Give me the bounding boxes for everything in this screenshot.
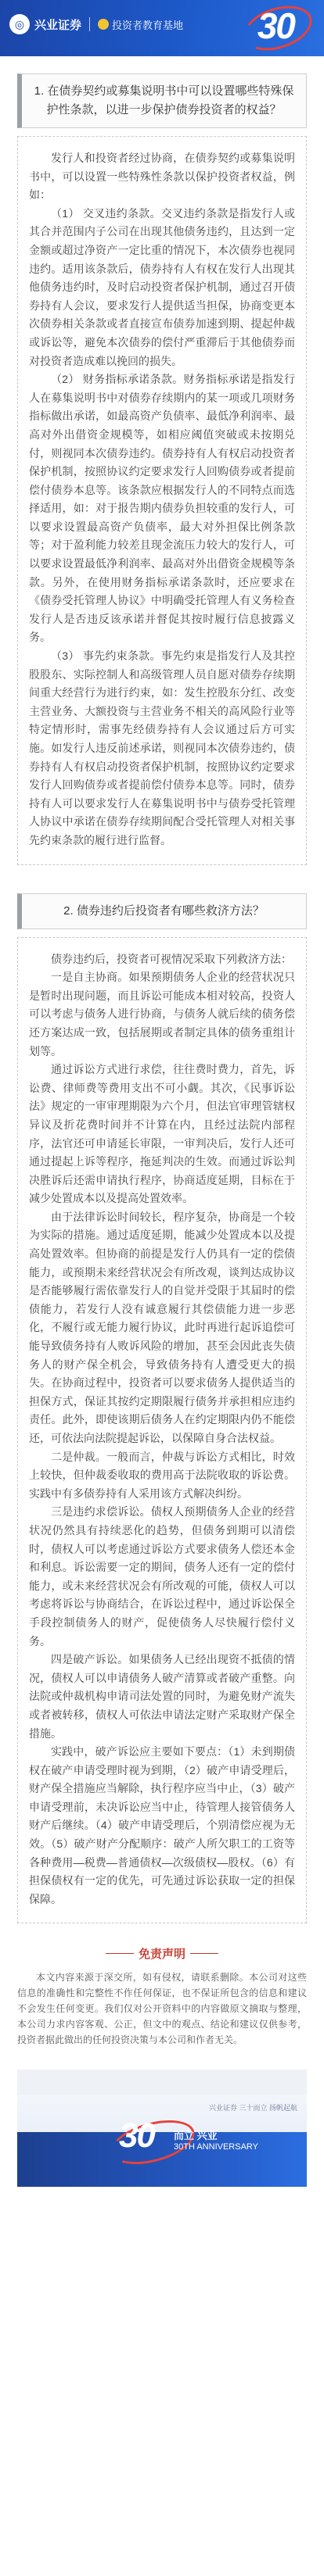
section-2-title: 2. 债券违约后投资者有哪些救济方法？	[17, 893, 307, 929]
disclaimer-heading	[17, 1945, 307, 1962]
anniversary-number: 30	[257, 5, 294, 46]
footer-slogan: 兴业证券 三十而立 扬帆起航	[208, 2104, 297, 2113]
disclaimer-body	[17, 1970, 307, 2048]
brand	[9, 14, 183, 34]
heading-line-left	[106, 1953, 134, 1954]
paragraph: 由于法律诉讼时间较长，程序复杂，协商是一个较为实际的措施。通过适度延期，能减少处置成本以及提高处置效率。但协商的前提是发行人仍具有一定的偿债能力，或预期未来经营状况会有所改观，谈判达成协议是否能够履行需依靠发行人的自觉并受限于其届时的偿债能力，若发行人没有诚意履行其偿债能力进一步恶化，不履行或无能力履行协议，此时再进行起诉追偿可能导致债务持有人败诉风险的增加，甚至会因此丧失债务人的财产保全机会，导致债务持有人遭受更大的损失。在协商过程中，投资者可以要求债务人提供适当的担保方式，保证其按约定期限履行债务并承担相应违约责任。此外，即使该期后债务人在约定期限内仍不能偿还，可依法向法院提起诉讼，以保障自身合法权益。	[29, 1210, 295, 1444]
disclaimer-title: 免责声明	[138, 1948, 185, 1962]
brand-logo-icon: ◎	[9, 14, 30, 34]
section-1-body	[17, 136, 307, 865]
header-banner	[0, 0, 324, 56]
footer	[17, 2070, 307, 2187]
article-content	[0, 56, 324, 2048]
brand-name: 兴业证券	[34, 18, 82, 32]
paragraph: 发行人和投资者经过协商，在债券契约或募集说明书中，可以设置一些特殊性条款以保护投资者权益，例如：	[29, 152, 295, 202]
section-1-title: 1. 在债券契约或募集说明书中可以设置哪些特殊保护性条款，以进一步保护债券投资者的权益？	[17, 73, 307, 128]
sub-brand-label: 投资者教育基地	[112, 19, 184, 31]
sub-brand	[98, 17, 183, 32]
paragraph: 二是仲裁。一般而言，仲裁与诉讼方式相比，时效上较快，但仲裁委收取的费用高于法院收取的诉讼费。实践中有多债券持有人采用该方式解决纠纷。	[29, 1450, 295, 1500]
footer-banner	[17, 2095, 307, 2187]
disclaimer-text: 本文内容来源于深交所，如有侵权，请联系删除。本公司对这些信息的准确性和完整性不作任何保证，也不保证所包含的信息和建议不会发生任何变更。我们仅对公开资料中的内容做原文摘取与整理，本公司力求内容客观、公正，但文中的观点、结论和建议仅供参考，投资者据此做出的任何投资决策与本公司和作者无关。	[17, 1972, 307, 2046]
anniversary-emblem	[222, 5, 316, 52]
paragraph: 债券违约后，投资者可视情况采取下列救济方法：	[51, 952, 292, 965]
paragraph: （1） 交叉违约条款。交叉违约条款是指发行人或其合并范围内子公司在出现其他债务违约，且达到一定金额或超过净资产一定比重的情况下，本次债券也视同违约。适用该条款后，债券持有人有权在发行人出现其他债务违约时，及时启动投资者保护机制，通过召开债券持有人会议，要求发行人提供适当担保，协商变更本次债券相关条款或者直接宣布债券加速到期、提起仲裁或诉讼等，避免本次债券的偿付严重滞后于其他债券而对投资者造成难以挽回的损失。	[29, 206, 295, 367]
education-base-icon	[98, 19, 109, 30]
paragraph: （3） 事先约束条款。事先约束是指发行人及其控股股东、实际控制人和高级管理人员自愿对债券存续期间重大经营行为进行约束，如：发生控股东分红、改变主营业务、大额投资与主营业务不相关的高风险行业等特定情形时，需事先经债券持有人会议通过后方可实施。如发行人违反前述承诺，则视同本次债券违约，债券持有人有权启动投资者保护机制，按照协议约定要求发行人回购债券或者提前偿付债券本息等。同时，债券持有人可以要求发行人在募集说明书中与债券受托管理人协议中承诺在债券存续期间配合受托管理人对相关事先约束条款的履行进行监督。	[29, 649, 295, 846]
footer-caption-cn: 而立 兴业	[174, 2130, 218, 2142]
paragraph: 四是破产诉讼。如果债务人已经出现资不抵债的情况，债权人可以申请债务人破产清算或者破产重整。向法院或仲裁机构申请司法处置的同时，为避免财产流失或者被转移，债权人可依法申请法定财产采取财产保全措施。	[29, 1653, 295, 1740]
brand-divider	[89, 17, 90, 31]
paragraph: 实践中，破产诉讼应主要如下要点：（1）未到期债权在破产申请受理时视为到期，（2）破产申请受理后，财产保全措施应当解除，执行程序应当中止，（3）破产申请受理前，未决诉讼应当中止，待管理人接管债务人财产后继续。（4）破产申请受理后，个别清偿应视为无效。（5）破产财产分配顺序：破产人所欠职工的工资等各种费用—税费—普通债权—次级债权—股权。（6）有担保债权有一定的优先，可先通过诉讼获取一定的担保保障。	[29, 1745, 295, 1905]
paragraph: 三是违约求偿诉讼。债权人预期债务人企业的经营状况仍然具有持续恶化的趋势，但债务到期可以清偿时，债权人可以考虑通过诉讼方式要求债务人偿还本金和利息。诉讼需要一定的期间，债务人还有一定的偿付能力，或未来经营状况会有所改观的可能，债权人可以考虑将诉讼与协商结合，在诉讼过程中，通过诉讼保全手段控制债务人的财产，促使债务人尽快履行偿付义务。	[29, 1505, 295, 1648]
section-2-body	[17, 937, 307, 1924]
paragraph: （2） 财务指标承诺条款。财务指标承诺是指发行人在募集说明书中对债券存续期内的某一项或几项财务指标做出承诺，如最高资产负债率、最低净利润率、最高对外出借资金规模等，如相应阈值突破或未按期兑付，则视同本次债券违约。债券持有人有权启动投资者保护机制，按照协议约定要求发行人回购债券或者提前偿付债券本息等。该条款应根据发行人的不同特点而选择适用，如：对于报告期内债券负担较重的发行人，可以要求设置最高资产负债率，最大对外担保比例条款等；对于盈利能力较差且现金流压力较大的发行人，可以要求设置最低净利润率、最高对外出借资金规模等条款。另外，在使用财务指标承诺条款时，还应要求在《债券受托管理人协议》中明确受托管理人有义务检查发行人是否违反该承诺并督促其按时履行信息披露义务。	[29, 373, 295, 644]
footer-caption	[174, 2131, 258, 2152]
paragraph: 通过诉讼方式进行求偿，往往费时费力，首先，诉讼费、律师费等费用支出不可小觑。其次，《民事诉讼法》规定的一审审理期限为六个月，但法官审理管辖权异议及折花费时间并不计算在内，且经过法院内部程序，法官还可申请延长审限，一审判决后，发行人还可通过提起上诉等程序，拖延判决的生效。而通过诉讼判决胜诉后还需申请执行程序，协商适度延期，目标在于减少处置成本以及提高处置效率。	[29, 1063, 295, 1205]
paragraph: 一是自主协商。如果预期债务人企业的经营状况只是暂时出现问题，而且诉讼可能成本相对较高，投资人可以考虑与债务人进行协商，与债务人就后续的债务偿还方案达成一致，包括展期或者制定具体的债务重组计划等。	[29, 971, 295, 1057]
footer-anniversary-number: 30	[119, 2116, 154, 2156]
heading-line-right	[190, 1953, 218, 1954]
footer-caption-en: 30TH ANNIVERSARY	[174, 2142, 259, 2152]
